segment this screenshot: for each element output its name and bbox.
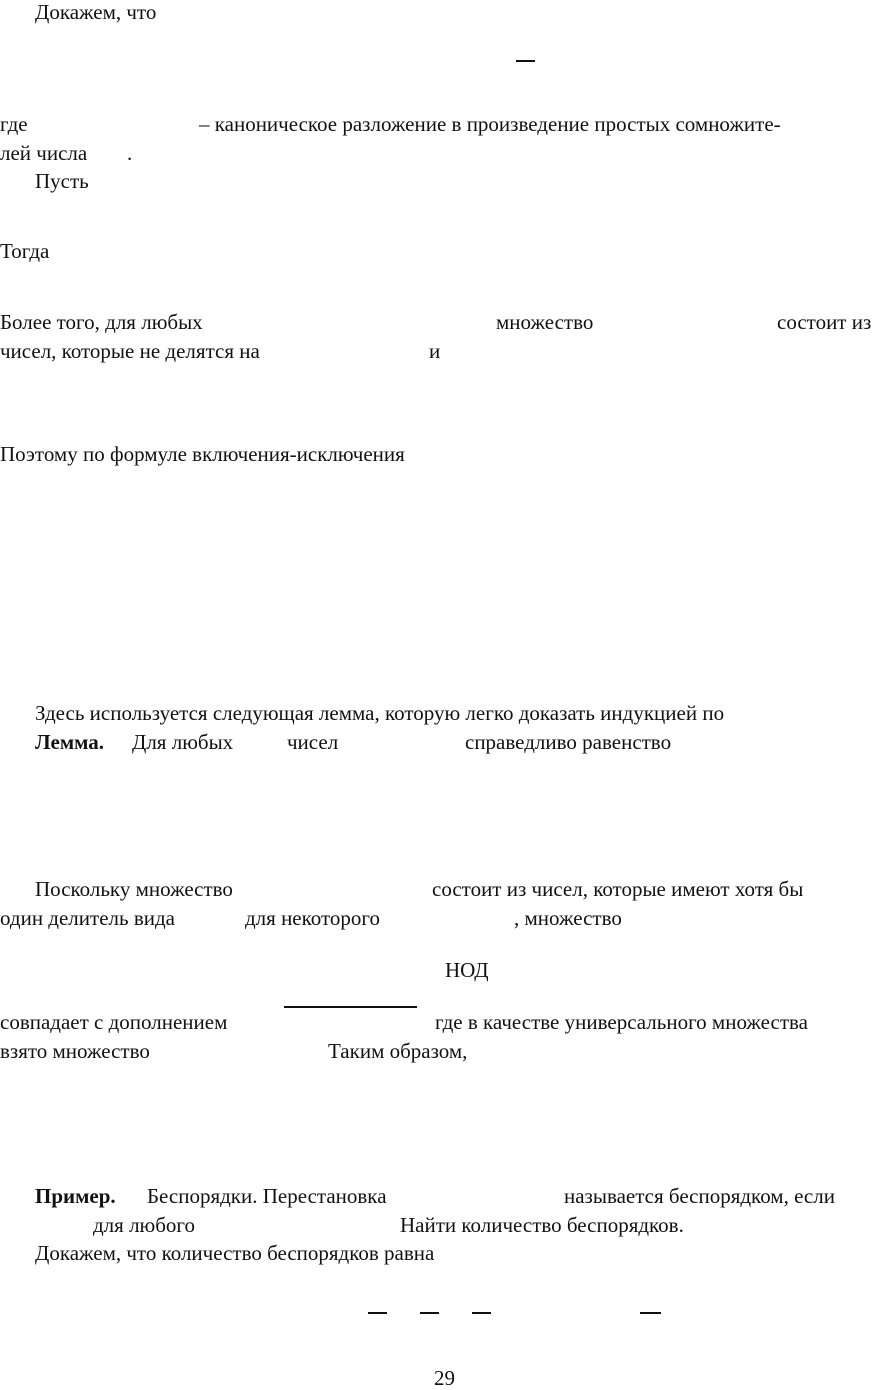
text-line: Поэтому по формуле включения-исключения bbox=[0, 442, 405, 466]
text-line: где bbox=[0, 112, 28, 136]
fraction-bar bbox=[640, 1312, 661, 1314]
fraction-bar bbox=[472, 1312, 491, 1314]
text-line: Поскольку множество bbox=[35, 877, 233, 901]
lemma-label: Лемма. bbox=[35, 730, 105, 754]
text-line: . bbox=[127, 141, 133, 165]
text-line: – каноническое разложение в произведение простых сомножите- bbox=[199, 112, 781, 136]
gcd-label: НОД bbox=[445, 958, 489, 982]
text-line: Докажем, что bbox=[35, 0, 157, 24]
example-label: Пример. bbox=[35, 1184, 116, 1208]
complement-overline bbox=[284, 1006, 417, 1008]
fraction-bar bbox=[516, 60, 535, 62]
text-line: взято множество bbox=[0, 1039, 150, 1063]
text-line: для любого bbox=[93, 1213, 196, 1237]
text-line: Беспорядки. Перестановка bbox=[147, 1184, 387, 1208]
text-line: Найти количество беспорядков. bbox=[400, 1213, 684, 1237]
fraction-bar bbox=[420, 1312, 439, 1314]
text-line: состоит из bbox=[777, 310, 872, 334]
text-line: Таким образом, bbox=[328, 1039, 468, 1063]
text-line: Тогда bbox=[0, 239, 50, 263]
text-line: для некоторого bbox=[245, 906, 380, 930]
text-line: Докажем, что количество беспорядков равна bbox=[35, 1241, 435, 1265]
text-line: Для любых bbox=[132, 730, 234, 754]
text-line: Здесь используется следующая лемма, которую легко доказать индукцией по bbox=[35, 701, 725, 725]
text-line: Пусть bbox=[35, 169, 89, 193]
text-line: лей числа bbox=[0, 141, 88, 165]
text-line: состоит из чисел, которые имеют хотя бы bbox=[432, 877, 804, 901]
text-line: один делитель вида bbox=[0, 906, 175, 930]
fraction-bar bbox=[368, 1312, 387, 1314]
text-line: и bbox=[429, 339, 441, 363]
text-line: чисел bbox=[287, 730, 339, 754]
text-line: справедливо равенство bbox=[465, 730, 672, 754]
text-line: , множество bbox=[514, 906, 622, 930]
page-number: 29 bbox=[434, 1366, 455, 1390]
text-line: называется беспорядком, если bbox=[564, 1184, 835, 1208]
text-line: совпадает с дополнением bbox=[0, 1010, 228, 1034]
text-line: где в качестве универсального множества bbox=[435, 1010, 808, 1034]
text-line: Более того, для любых bbox=[0, 310, 203, 334]
text-line: множество bbox=[496, 310, 594, 334]
text-line: чисел, которые не делятся на bbox=[0, 339, 260, 363]
